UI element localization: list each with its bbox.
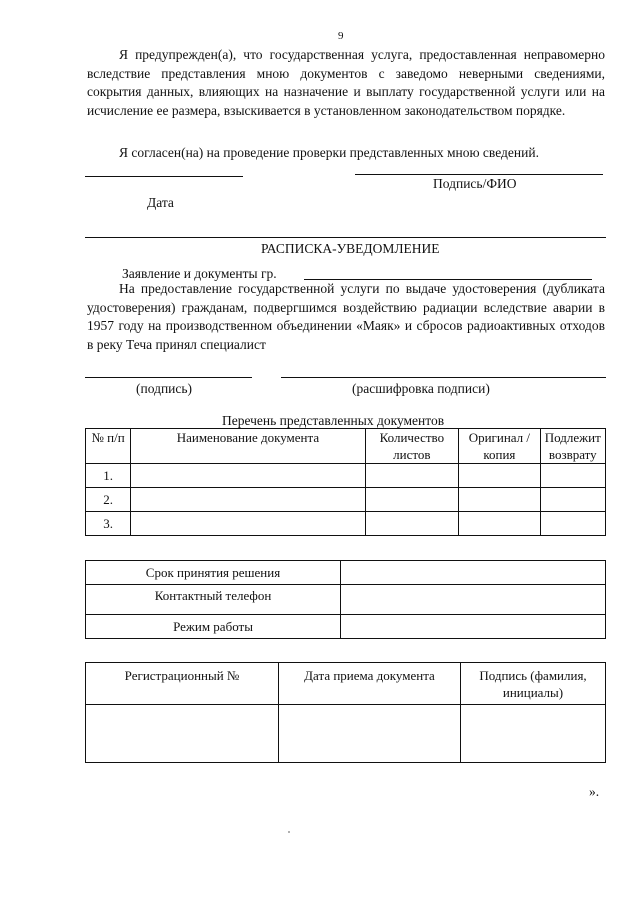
table-row [86, 561, 606, 585]
table-cell [459, 464, 540, 488]
row-number: 2. [86, 488, 131, 512]
col-header-signature: Подпись (фамилия, инициалы) [461, 663, 606, 705]
table-cell [279, 705, 461, 763]
specialist-sign-line [85, 377, 252, 378]
table-cell [459, 488, 540, 512]
table-row [86, 512, 606, 536]
col-header-sheets: Количество листов [365, 429, 459, 464]
table-cell [131, 464, 365, 488]
signature-fio-label: Подпись/ФИО [433, 176, 517, 191]
work-hours-label: Режим работы [86, 615, 341, 639]
row-number: 3. [86, 512, 131, 536]
closing-quote: ». [589, 784, 600, 799]
col-header-number: № п/п [86, 429, 131, 464]
col-header-name: Наименование документа [131, 429, 365, 464]
row-number: 1. [86, 464, 131, 488]
date-line [85, 176, 243, 177]
sign-label: (подпись) [136, 381, 193, 396]
docs-list-title: Перечень представленных документов [222, 413, 445, 428]
table-cell [540, 464, 605, 488]
table-cell [341, 585, 606, 615]
separator-line [85, 237, 606, 238]
table-row [86, 615, 606, 639]
table-cell [461, 705, 606, 763]
scan-speck [288, 831, 290, 833]
col-header-original: Оригинал /копия [459, 429, 540, 464]
table-row [86, 585, 606, 615]
table-row [86, 488, 606, 512]
decision-term-label: Срок принятия решения [86, 561, 341, 585]
table-cell [86, 705, 279, 763]
table-cell [365, 512, 459, 536]
statement-label: Заявление и документы гр. [122, 266, 277, 281]
table-cell [131, 488, 365, 512]
table-row [86, 705, 606, 763]
registration-table [85, 662, 606, 763]
page-number: 9 [338, 30, 344, 42]
contact-phone-label: Контактный телефон [86, 585, 341, 615]
date-label: Дата [147, 195, 174, 210]
table-cell [459, 512, 540, 536]
decode-label: (расшифровка подписи) [352, 381, 490, 396]
table-cell [341, 561, 606, 585]
col-header-reg-number: Регистрационный № [86, 663, 279, 705]
info-table [85, 560, 606, 639]
documents-table [85, 428, 606, 536]
table-cell [341, 615, 606, 639]
col-header-receive-date: Дата приема документа [279, 663, 461, 705]
specialist-decode-line [281, 377, 606, 378]
table-cell [131, 512, 365, 536]
receipt-text: На предоставление государственной услуги по выдаче удостоверения (дубликата удостоверения) гражданам, подвергшимся воздействию радиации вследствие аварии в 1957 году на производственном объединении «Маяк» и сбросов радиоактивных отходов в реку Теча принял специалист [87, 281, 605, 352]
table-row [86, 464, 606, 488]
consent-text: Я согласен(на) на проведение проверки представленных мною сведений. [119, 145, 539, 160]
table-cell [365, 464, 459, 488]
table-cell [540, 512, 605, 536]
table-cell [540, 488, 605, 512]
warning-paragraph: Я предупрежден(а), что государственная услуга, предоставленная неправомерно вследствие представления мною документов с заведомо неверными сведениями, сокрытия данных, влияющих на назначение и выплату государственной услуги или на исчисление ее размера, взыскивается в установленном законодательством порядке. [87, 47, 605, 118]
table-cell [365, 488, 459, 512]
receipt-title: РАСПИСКА-УВЕДОМЛЕНИЕ [261, 241, 440, 256]
col-header-return: Подлежит возврату [540, 429, 605, 464]
